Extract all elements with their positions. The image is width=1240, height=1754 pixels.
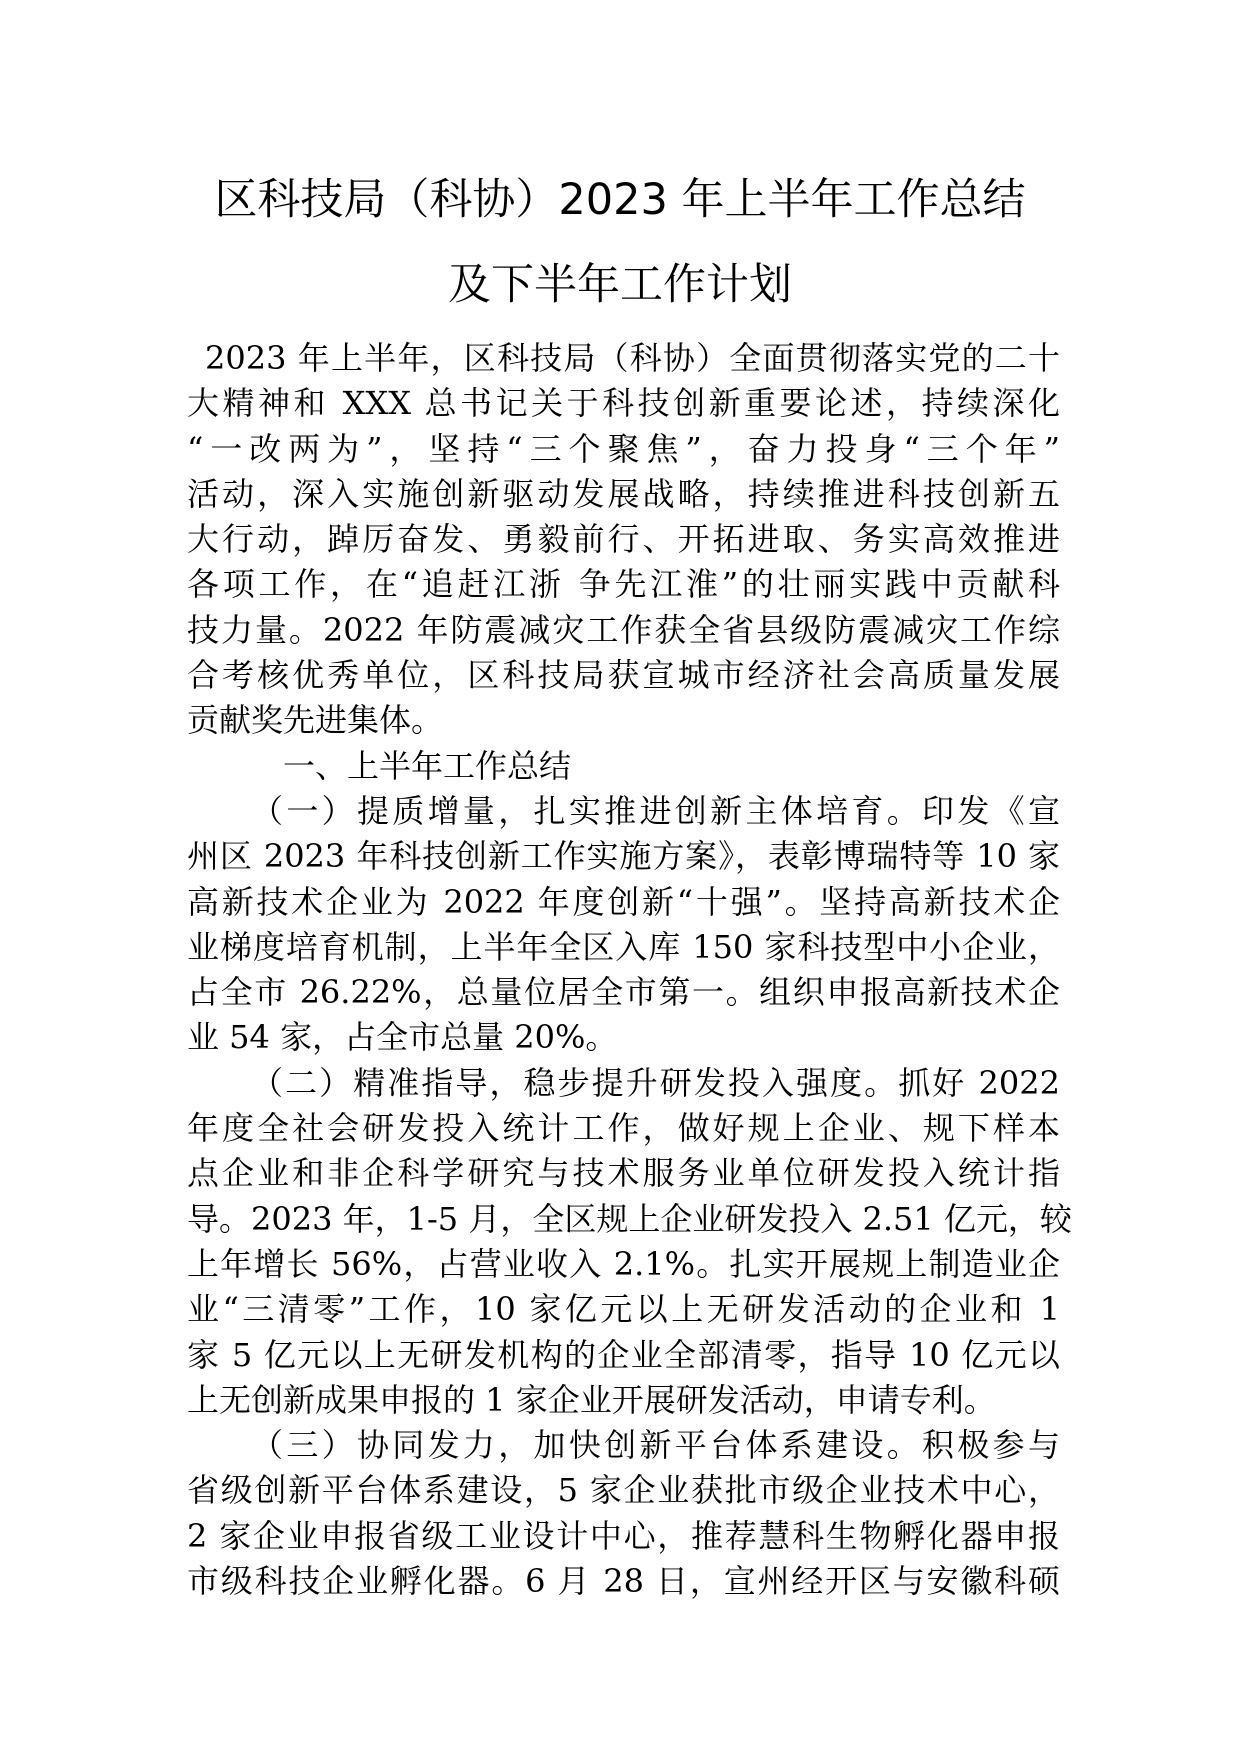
body-line: （二）精准指导，稳步提升研发投入强度。抓好 2022 [251, 1063, 1060, 1102]
body-line: 贡献奖先进集体。 [187, 701, 444, 740]
document-title-line-2: 及下半年工作计划 [448, 260, 792, 310]
body-line: 2023 年上半年，区科技局（科协）全面贯彻落实党的二十 [205, 339, 1060, 377]
body-line: 技力量。2022 年防震减灾工作获全省县级防震减灾工作综 [187, 610, 1060, 649]
body-line: 市级科技企业孵化器。6 月 28 日，宣州经开区与安徽科硕 [187, 1562, 1060, 1601]
body-line: 州区 2023 年科技创新工作实施方案》，表彰博瑞特等 10 家 [187, 837, 1060, 876]
body-line: 上无创新成果申报的 1 家企业开展研发活动，申请专利。 [187, 1380, 996, 1419]
body-line: 2 家企业申报省级工业设计中心，推荐慧科生物孵化器申报 [187, 1516, 1060, 1555]
body-line: 合考核优秀单位，区科技局获宣城市经济社会高质量发展 [187, 656, 1060, 695]
body-line: 家 5 亿元以上无研发机构的企业全部清零，指导 10 亿元以 [187, 1335, 1060, 1374]
body-line: 年度全社会研发投入统计工作，做好规上企业、规下样本 [187, 1109, 1060, 1148]
body-line: 占全市 26.22%，总量位居全市第一。组织申报高新技术企 [187, 973, 1060, 1012]
body-line: 大行动，踔厉奋发、勇毅前行、开拓进取、务实高效推进 [187, 520, 1060, 559]
body-line: 上年增长 56%，占营业收入 2.1%。扎实开展规上制造业企 [187, 1244, 1060, 1283]
body-line: 活动，深入实施创新驱动发展战略，持续推进科技创新五 [187, 474, 1060, 513]
body-line: 各项工作，在“追赶江浙 争先江淮”的壮丽实践中贡献科 [187, 565, 1060, 604]
body-line: 高新技术企业为 2022 年度创新“十强”。坚持高新技术企 [187, 882, 1060, 921]
document-body [187, 336, 1072, 1604]
document-title-line-1: 区科技局（科协）2023 年上半年工作总结 [214, 175, 1026, 225]
body-line: （一）提质增量，扎实推进创新主体培育。印发《宣 [251, 791, 1060, 830]
body-line: （三）协同发力，加快创新平台体系建设。积极参与 [251, 1426, 1060, 1465]
body-line: 一、上半年工作总结 [283, 746, 572, 785]
body-line: “一改两为”，坚持“三个聚焦”，奋力投身“三个年” [187, 429, 1060, 468]
body-line: 业梯度培育机制，上半年全区入库 150 家科技型中小企业， [187, 927, 1060, 966]
body-line: 导。2023 年，1-5 月，全区规上企业研发投入 2.51 亿元，较 [187, 1199, 1072, 1238]
body-line: 业“三清零”工作，10 家亿元以上无研发活动的企业和 1 [187, 1290, 1060, 1329]
body-line: 大精神和 XXX 总书记关于科技创新重要论述，持续深化 [187, 384, 1060, 423]
body-line: 省级创新平台体系建设，5 家企业获批市级企业技术中心， [187, 1471, 1060, 1510]
body-line: 业 54 家，占全市总量 20%。 [187, 1018, 618, 1057]
body-line: 点企业和非企科学研究与技术服务业单位研发投入统计指 [187, 1154, 1060, 1193]
